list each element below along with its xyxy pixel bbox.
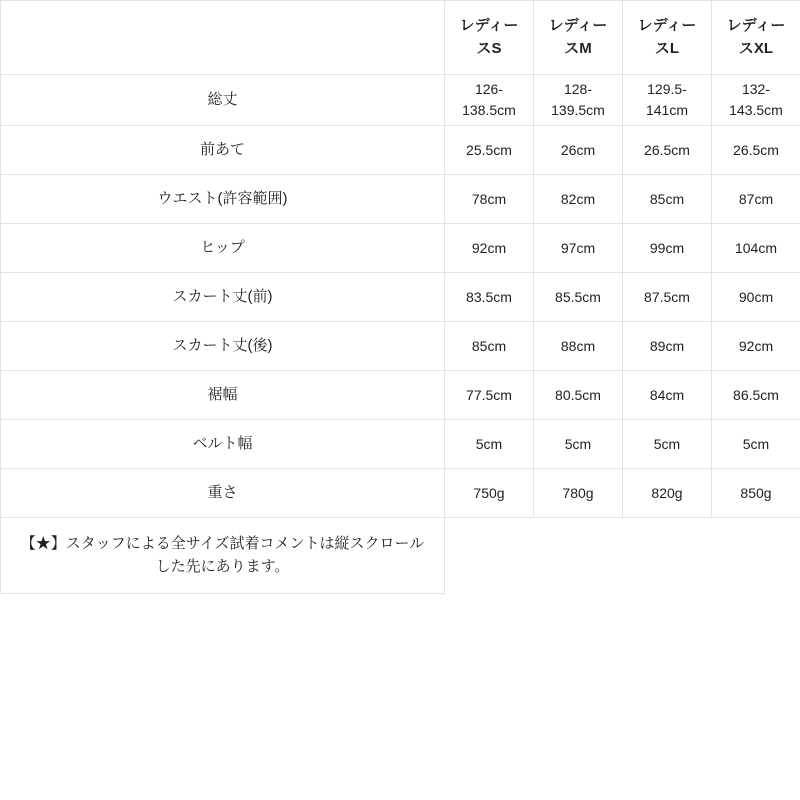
table-cell: 89cm [623,322,712,371]
table-cell: 87cm [712,175,800,224]
column-header-ladies-m: レディースM [534,1,623,75]
table-corner-cell [1,1,445,75]
table-cell: 80.5cm [534,371,623,420]
empty-cell [534,518,623,594]
table-cell: 820g [623,469,712,518]
table-cell: 77.5cm [445,371,534,420]
row-label: 重さ [1,469,445,518]
column-header-ladies-s: レディースS [445,1,534,75]
table-row [1,273,800,322]
table-cell: 132-143.5cm [712,75,800,126]
empty-cell [712,518,800,594]
row-label: スカート丈(後) [1,322,445,371]
table-cell: 26cm [534,126,623,175]
table-header-row [1,1,800,75]
table-cell: 88cm [534,322,623,371]
row-label: ベルト幅 [1,420,445,469]
table-cell: 26.5cm [712,126,800,175]
row-label: ウエスト(許容範囲) [1,175,445,224]
table-cell: 26.5cm [623,126,712,175]
column-header-ladies-l: レディースL [623,1,712,75]
table-cell: 104cm [712,224,800,273]
table-cell: 128-139.5cm [534,75,623,126]
table-cell: 5cm [623,420,712,469]
table-cell: 97cm [534,224,623,273]
table-cell: 85.5cm [534,273,623,322]
table-cell: 85cm [445,322,534,371]
table-row [1,175,800,224]
column-header-ladies-xl: レディースXL [712,1,800,75]
table-cell: 84cm [623,371,712,420]
row-label: スカート丈(前) [1,273,445,322]
table-cell: 87.5cm [623,273,712,322]
table-cell: 5cm [445,420,534,469]
row-label: ヒップ [1,224,445,273]
table-row [1,75,800,126]
staff-fitting-note: 【★】スタッフによる全サイズ試着コメントは縦スクロールした先にあります。 [1,518,445,594]
table-row [1,371,800,420]
table-cell: 99cm [623,224,712,273]
table-cell: 92cm [712,322,800,371]
table-cell: 780g [534,469,623,518]
empty-cell [623,518,712,594]
row-label: 総丈 [1,75,445,126]
table-cell: 92cm [445,224,534,273]
table-cell: 78cm [445,175,534,224]
table-cell: 25.5cm [445,126,534,175]
table-cell: 90cm [712,273,800,322]
table-cell: 5cm [534,420,623,469]
table-row [1,420,800,469]
table-cell: 850g [712,469,800,518]
table-row [1,126,800,175]
table-cell: 82cm [534,175,623,224]
table-cell: 750g [445,469,534,518]
table-row [1,224,800,273]
table-cell: 126-138.5cm [445,75,534,126]
table-row [1,469,800,518]
row-label: 前あて [1,126,445,175]
table-row [1,322,800,371]
row-label: 裾幅 [1,371,445,420]
table-cell: 5cm [712,420,800,469]
table-header [1,1,800,75]
table-body [1,75,800,594]
table-cell: 85cm [623,175,712,224]
table-note-row [1,518,800,594]
empty-cell [445,518,534,594]
table-cell: 86.5cm [712,371,800,420]
table-cell: 129.5-141cm [623,75,712,126]
table-cell: 83.5cm [445,273,534,322]
